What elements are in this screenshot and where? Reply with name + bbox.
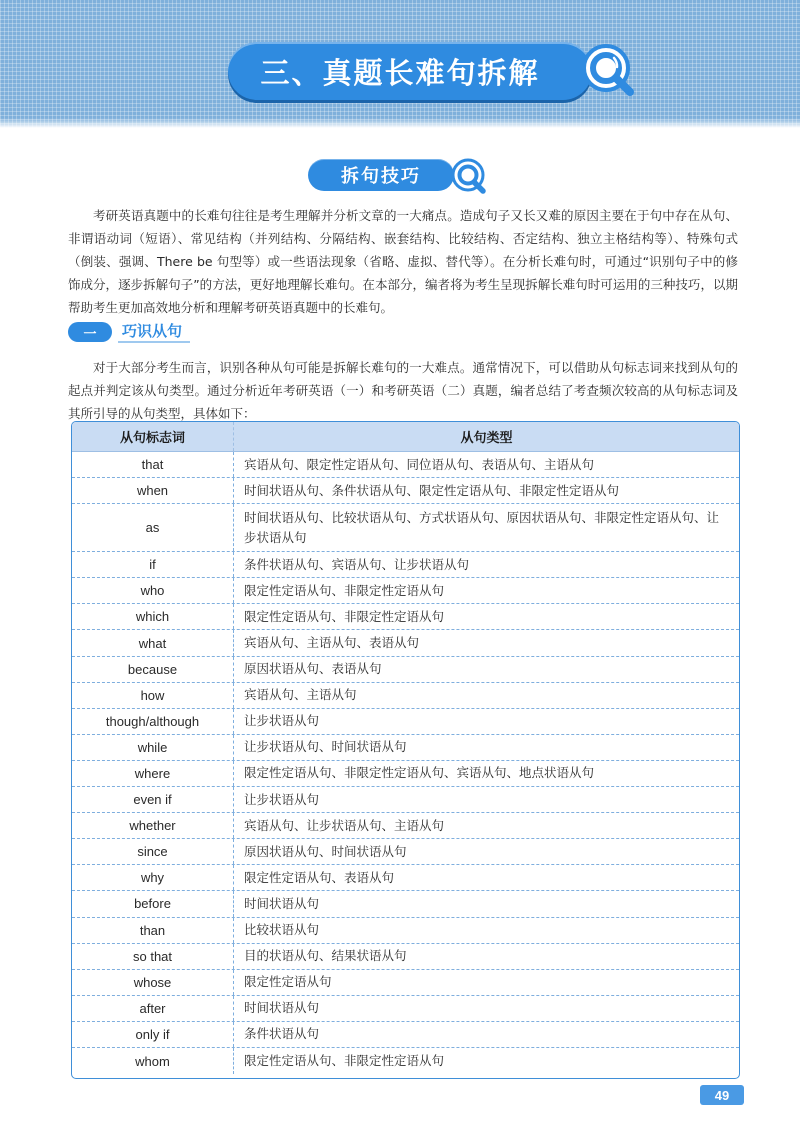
table-row [72, 657, 739, 683]
section-title: 拆句技巧 [341, 166, 421, 187]
table-row [72, 1022, 739, 1048]
table-row [72, 552, 739, 578]
table-row [72, 735, 739, 761]
magnifier-icon [580, 40, 640, 100]
clause-type-list: 限定性定语从句、表语从句 [244, 869, 395, 885]
clause-marker-word: so that [72, 944, 234, 969]
clause-marker-word: because [72, 657, 234, 682]
clause-marker-word: before [72, 891, 234, 916]
subsection-number: 一 [68, 322, 112, 342]
table-row [72, 918, 739, 944]
clause-type-list: 限定性定语从句、非限定性定语从句、宾语从句、地点状语从句 [244, 765, 595, 781]
clause-type-list: 限定性定语从句、非限定性定语从句 [244, 1053, 445, 1069]
clause-type-list: 宾语从句、主语从句、表语从句 [244, 635, 420, 651]
table-row [72, 630, 739, 656]
main-title-banner [228, 42, 592, 100]
clause-marker-word: that [72, 452, 234, 477]
clause-type-list: 宾语从句、限定性定语从句、同位语从句、表语从句、主语从句 [244, 456, 595, 472]
clause-type-list: 让步状语从句 [244, 713, 320, 729]
column-header-marker: 从句标志词 [72, 422, 234, 451]
clause-marker-word: while [72, 735, 234, 760]
clause-type-list: 原因状语从句、时间状语从句 [244, 843, 407, 859]
table-row [72, 891, 739, 917]
table-row [72, 865, 739, 891]
clause-type-list: 时间状语从句 [244, 895, 320, 911]
table-row [72, 839, 739, 865]
clause-marker-word: whether [72, 813, 234, 838]
clause-type-list: 宾语从句、让步状语从句、主语从句 [244, 817, 445, 833]
clause-type-list: 条件状语从句、宾语从句、让步状语从句 [244, 556, 470, 572]
section-title-banner [308, 159, 454, 191]
table-row [72, 709, 739, 735]
clause-type-list: 限定性定语从句 [244, 974, 332, 990]
clause-type-list: 时间状语从句 [244, 1000, 320, 1016]
clause-marker-word: why [72, 865, 234, 890]
clause-marker-word: what [72, 630, 234, 655]
clause-marker-word: who [72, 578, 234, 603]
clause-marker-word: when [72, 478, 234, 503]
clause-marker-word: as [72, 504, 234, 551]
clause-type-list: 时间状语从句、条件状语从句、限定性定语从句、非限定性定语从句 [244, 482, 620, 498]
clause-type-list: 比较状语从句 [244, 922, 320, 938]
subsection-paragraph: 对于大部分考生而言，识别各种从句可能是拆解长难句的一大难点。通常情况下，可以借助从句标志词来找到从句的起点并判定该从句类型。通过分析近年考研英语（一）和考研英语（二）真题，编者总结了考查频次较高的从句标志词及其所引导的从句类型，具体如下： [68, 360, 738, 421]
clause-marker-word: whose [72, 970, 234, 995]
table-row [72, 970, 739, 996]
subsection-label: 巧识从句 [118, 321, 190, 343]
table-row [72, 1048, 739, 1074]
clause-type-list: 限定性定语从句、非限定性定语从句 [244, 608, 445, 624]
clause-type-list: 让步状语从句、时间状语从句 [244, 739, 407, 755]
clause-marker-word: since [72, 839, 234, 864]
page-title: 三、真题长难句拆解 [260, 55, 540, 90]
clause-markers-table [71, 421, 740, 1079]
clause-type-list: 时间状语从句、比较状语从句、方式状语从句、原因状语从句、非限定性定语从句、让步状语从句 [244, 509, 720, 545]
table-row [72, 813, 739, 839]
clause-marker-word: only if [72, 1022, 234, 1047]
table-row [72, 761, 739, 787]
table-row [72, 787, 739, 813]
clause-type-list: 宾语从句、主语从句 [244, 687, 357, 703]
clause-marker-word: how [72, 683, 234, 708]
clause-type-list: 限定性定语从句、非限定性定语从句 [244, 582, 445, 598]
clause-marker-word: after [72, 996, 234, 1021]
clause-type-list: 目的状语从句、结果状语从句 [244, 948, 407, 964]
clause-marker-word: whom [72, 1048, 234, 1074]
clause-type-list: 原因状语从句、表语从句 [244, 661, 382, 677]
table-row [72, 604, 739, 630]
clause-marker-word: than [72, 918, 234, 943]
subsection-heading [68, 320, 190, 344]
table-row [72, 504, 739, 552]
clause-marker-word: if [72, 552, 234, 577]
clause-marker-word: even if [72, 787, 234, 812]
intro-paragraph: 考研英语真题中的长难句往往是考生理解并分析文章的一大痛点。造成句子又长又难的原因主要在于句中存在从句、非谓语动词（短语）、常见结构（并列结构、分隔结构、嵌套结构、比较结构、否定结构、独立主格结构等）、特殊句式（倒装、强调、There be 句型等）或一些语法现象（省略、虚拟、替代等）。在分析长难句时，可通过“识别句子中的修饰成分，逐步拆解句子”的方法，更好地理解长难句。在本部分，编者将为考生呈现拆解长难句时可运用的三种技巧，以期帮助考生更加高效地分析和理解考研英语真题中的长难句。 [68, 208, 738, 315]
table-body [72, 452, 739, 1074]
table-row [72, 478, 739, 504]
clause-type-list: 让步状语从句 [244, 791, 320, 807]
magnifier-icon [450, 156, 490, 196]
table-row [72, 452, 739, 478]
clause-marker-word: which [72, 604, 234, 629]
table-row [72, 578, 739, 604]
column-header-type: 从句类型 [460, 431, 513, 446]
clause-marker-word: though/although [72, 709, 234, 734]
table-row [72, 944, 739, 970]
table-row [72, 996, 739, 1022]
page-number: 49 [700, 1085, 744, 1105]
table-header [72, 422, 739, 452]
table-row [72, 683, 739, 709]
clause-type-list: 条件状语从句 [244, 1026, 320, 1042]
clause-marker-word: where [72, 761, 234, 786]
